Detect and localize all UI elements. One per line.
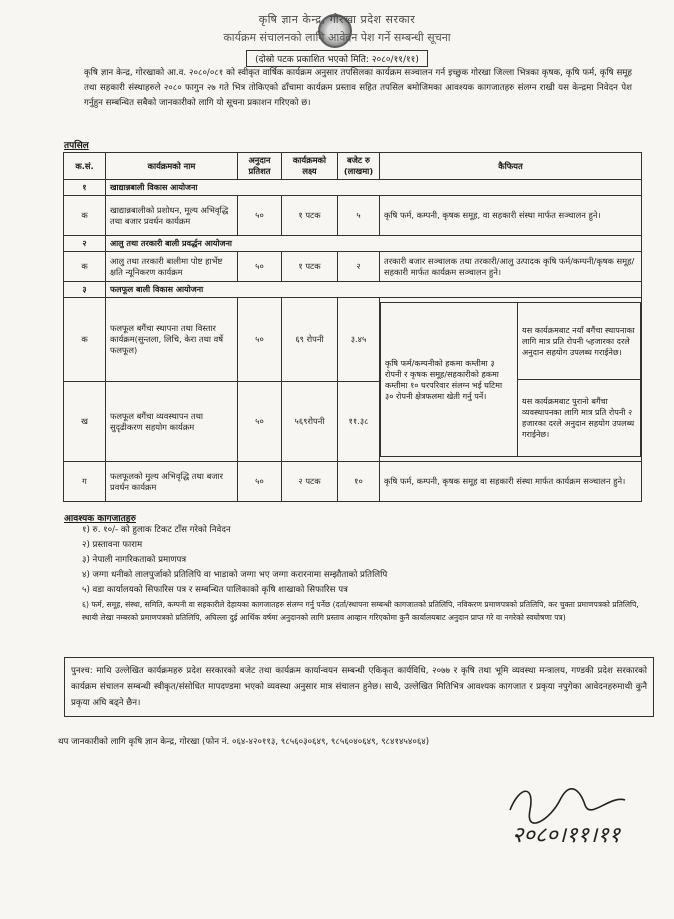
table-row: ख फलफूल बगैंचा व्यवस्थापन तथा सुदृढीकरण सहयोग कार्यक्रम ५० ५६९रोपनी ११.३८ — [64, 382, 642, 462]
list-item: ६) फर्म, समूह, संस्था, समिति, कम्पनी वा सहकारीले देहायका कागजातहरु संलग्न गर्नु पर्नेछ (दर्ता/स्थापना सम्बन्धी कागजातको प्रतिलिपि, नविकरण प्रमाणपत्रको प्रतिलिपि, कर चुक्ता प्रमाणपत्रको प्रतिलिपि, स्थायी लेखा नम्बरको प्रमाणपत्रको प्रतिलिपि, अघिल्ला दुई आर्थिक वर्षमा अनुदानको लागि प्रस्ताव आव्हान गरिएकोमा कुनै कार्यालयबाट अनुदान प्राप्त गरे वा नगरेको स्वघोषणा पत्र) — [82, 600, 639, 622]
remarks-old-orchard: यस कार्यक्रमबाट पुरानो बगैंचा व्यवस्थापनका लागि मात्र प्रति रोपनी २ हजारका दरले अनुदान सहयोग उपलब्ध गराईनेछ। — [518, 380, 641, 457]
header-office: कृषि ज्ञान केन्द्र, गोरखा प्रदेश सरकार — [258, 13, 416, 26]
signature-date: २०८०।११।११ — [512, 823, 621, 848]
postscript-note: पुनश्च: माथि उल्लेखित कार्यक्रमहरु प्रदेश सरकारको बजेट तथा कार्यक्रम कार्यान्वयन सम्बन्धी एकिकृत कार्यविधि, २०७७ र कृषि तथा भूमि व्यवस्था मन्त्रालय, गण्डकी प्रदेश सरकारको कार्यक्रम संचालन सम्बन्धी स्वीकृत/संसोधित मापदण्डमा भएको व्यवस्था अनुसार मात्र संचालन हुनेछ। साथै, उल्लेखित मितिभित्र आवश्यक कागजात र प्रकृया नपुगेका आवेदनहरुमाथी कुनै प्रकृया अघि बढ्ने छैन। — [64, 657, 654, 717]
section-row: २ आलु तथा तरकारी बाली प्रवर्द्धन आयोजना — [64, 236, 642, 252]
col-name: कार्यक्रमको नाम — [106, 153, 238, 180]
remarks-split — [380, 302, 641, 457]
section-row: १ खाद्यान्नबाली विकास आयोजना — [64, 180, 642, 196]
col-budget: बजेट रु (लाखमा) — [338, 153, 380, 180]
table-row: क आलु तथा तरकारी बालीमा पोष्ट हार्भेष्ट क्षति न्यूनिकरण कार्यक्रम ५० १ पटक २ तरकारी बजार सञ्चालक तथा तरकारी/आलु उत्पादक कृषि फर्म/कम्पनी/कृषक समूह/सहकारी मार्फत कार्यक्रम सञ्चालन हुने। — [64, 252, 642, 282]
col-sn: क.सं. — [64, 153, 106, 180]
docs-list — [82, 523, 642, 624]
program-table — [63, 152, 642, 502]
table-header-row — [64, 153, 642, 180]
list-item: ४) जग्गा धनीको लालपुर्जाको प्रतिलिपि वा भाडाको जग्गा भए जग्गा करारनामा सम्झौताको प्रतिलिपि — [82, 570, 388, 580]
col-target: कार्यक्रमको लक्ष्य — [282, 153, 338, 180]
col-remarks: कैफियत — [380, 153, 642, 180]
list-item: ३) नेपाली नागरिकताको प्रमाणपत्र — [82, 555, 187, 565]
remarks-new-orchard: यस कार्यक्रमबाट नयाँ बगैंचा स्थापनाका लागि मात्र प्रति रोपनी ५हजारका दरले अनुदान सहयोग उपलब्ध गराईनेछ। — [518, 303, 641, 380]
table-row: ग फलफूलको मुल्य अभिवृद्धि तथा बजार प्रवर्धन कार्यक्रम ५० २ पटक १० कृषि फर्म, कम्पनी, कृषक समूह वा सहकारी संस्था मार्फत कार्यक्रम सञ्चालन हुने। — [64, 462, 642, 502]
table-row: क खाद्यान्नबालीको प्रशोधन, मूल्य अभिवृद्धि तथा बजार प्रवर्धन कार्यक्रम ५० १ पटक ५ कृषि फर्म, कम्पनी, कृषक समूह, वा सहकारी संस्था मार्फत सञ्चालन हुने। — [64, 196, 642, 236]
table-label: तपसिल — [64, 141, 89, 151]
contact-info: थप जानकारीको लागि कृषि ज्ञान केन्द्र, गोरखा (फोन नं. ०६४-४२०११३, ९८५६०३०६४९, ९८५६०४०६४९, ९८४१४५४०६४) — [58, 737, 430, 747]
section-row: ३ फलफूल बाली विकास आयोजना — [64, 282, 642, 298]
list-item: ५) वडा कार्यालयको सिफारिस पत्र र सम्बन्धित पालिकाको कृषि शाखाको सिफारिस पत्र — [82, 585, 348, 595]
header-subject: कार्यक्रम संचालनको लागि आवेदन पेश गर्ने सम्बन्धी सूचना — [223, 31, 451, 44]
table-row: क फलफूल बगैंचा स्थापना तथा विस्तार कार्यक्रम(सुन्तला, लिचि, केरा तथा वर्षे फलफूल) ५० ६९ रोपनी ३.४५ कृषि फर्म/कम्पनीको हकमा कम्तीमा ३ रोपनी र कृषक समूह/सहकारीको हकमा कम्तीमा १० घरपरिवार संलग्न भई घटिमा ३० रोपनी क्षेत्रफलमा खेती गर्नु पर्ने। यस कार्यक्रमबाट नयाँ बगैंचा स्थापनाका लागि मात्र प्रति रोपनी ५हजारका दरले अनुदान सहयोग उपलब्ध गराईनेछ। यस कार्यक्रमबाट पुरानो बगैंचा व्यवस्थापनका लागि मात्र प्रति रोपनी २ हजारका दरले अनुदान सहयोग उपलब्ध गराईनेछ। — [64, 298, 642, 382]
list-item: १) रु. १०/- को हुलाक टिकट टाँस गरेको निवेदन — [82, 525, 231, 535]
list-item: २) प्रस्तावना फाराम — [82, 540, 143, 550]
header-publish-date: (दोस्रो पटक प्रकाशित भएको मिति: २०८०/११/११) — [0, 50, 674, 67]
docs-title: आवश्यक कागजातहरु — [64, 514, 136, 524]
col-grant: अनुदान प्रतिशत — [238, 153, 282, 180]
intro-paragraph: कृषि ज्ञान केन्द्र, गोरखाको आ.व. २०८०/०८१ को स्वीकृत वार्षिक कार्यक्रम अनुसार तपसिलका कार्यक्रम सञ्चालन गर्न इच्छुक गोरखा जिल्ला भित्रका कृषक, कृषि फर्म, कृषि समूह तथा सहकारी संस्थाहरुले २०८० फागुन २७ गते भित्र तोकिएको ढाँचामा कार्यक्रम प्रस्ताव सहित तपसिल बमोजिमका आवश्यक कागजातहरु संलग्न राखी यस केन्द्रमा निवेदन पेश गर्नुहुन सम्बन्धित सबैको जानकारीको लागि यो सूचना प्रकाशन गरिएको छ। — [84, 68, 632, 108]
remarks-left: कृषि फर्म/कम्पनीको हकमा कम्तीमा ३ रोपनी र कृषक समूह/सहकारीको हकमा कम्तीमा १० घरपरिवार संलग्न भई घटिमा ३० रोपनी क्षेत्रफलमा खेती गर्नु पर्ने। — [381, 303, 518, 457]
